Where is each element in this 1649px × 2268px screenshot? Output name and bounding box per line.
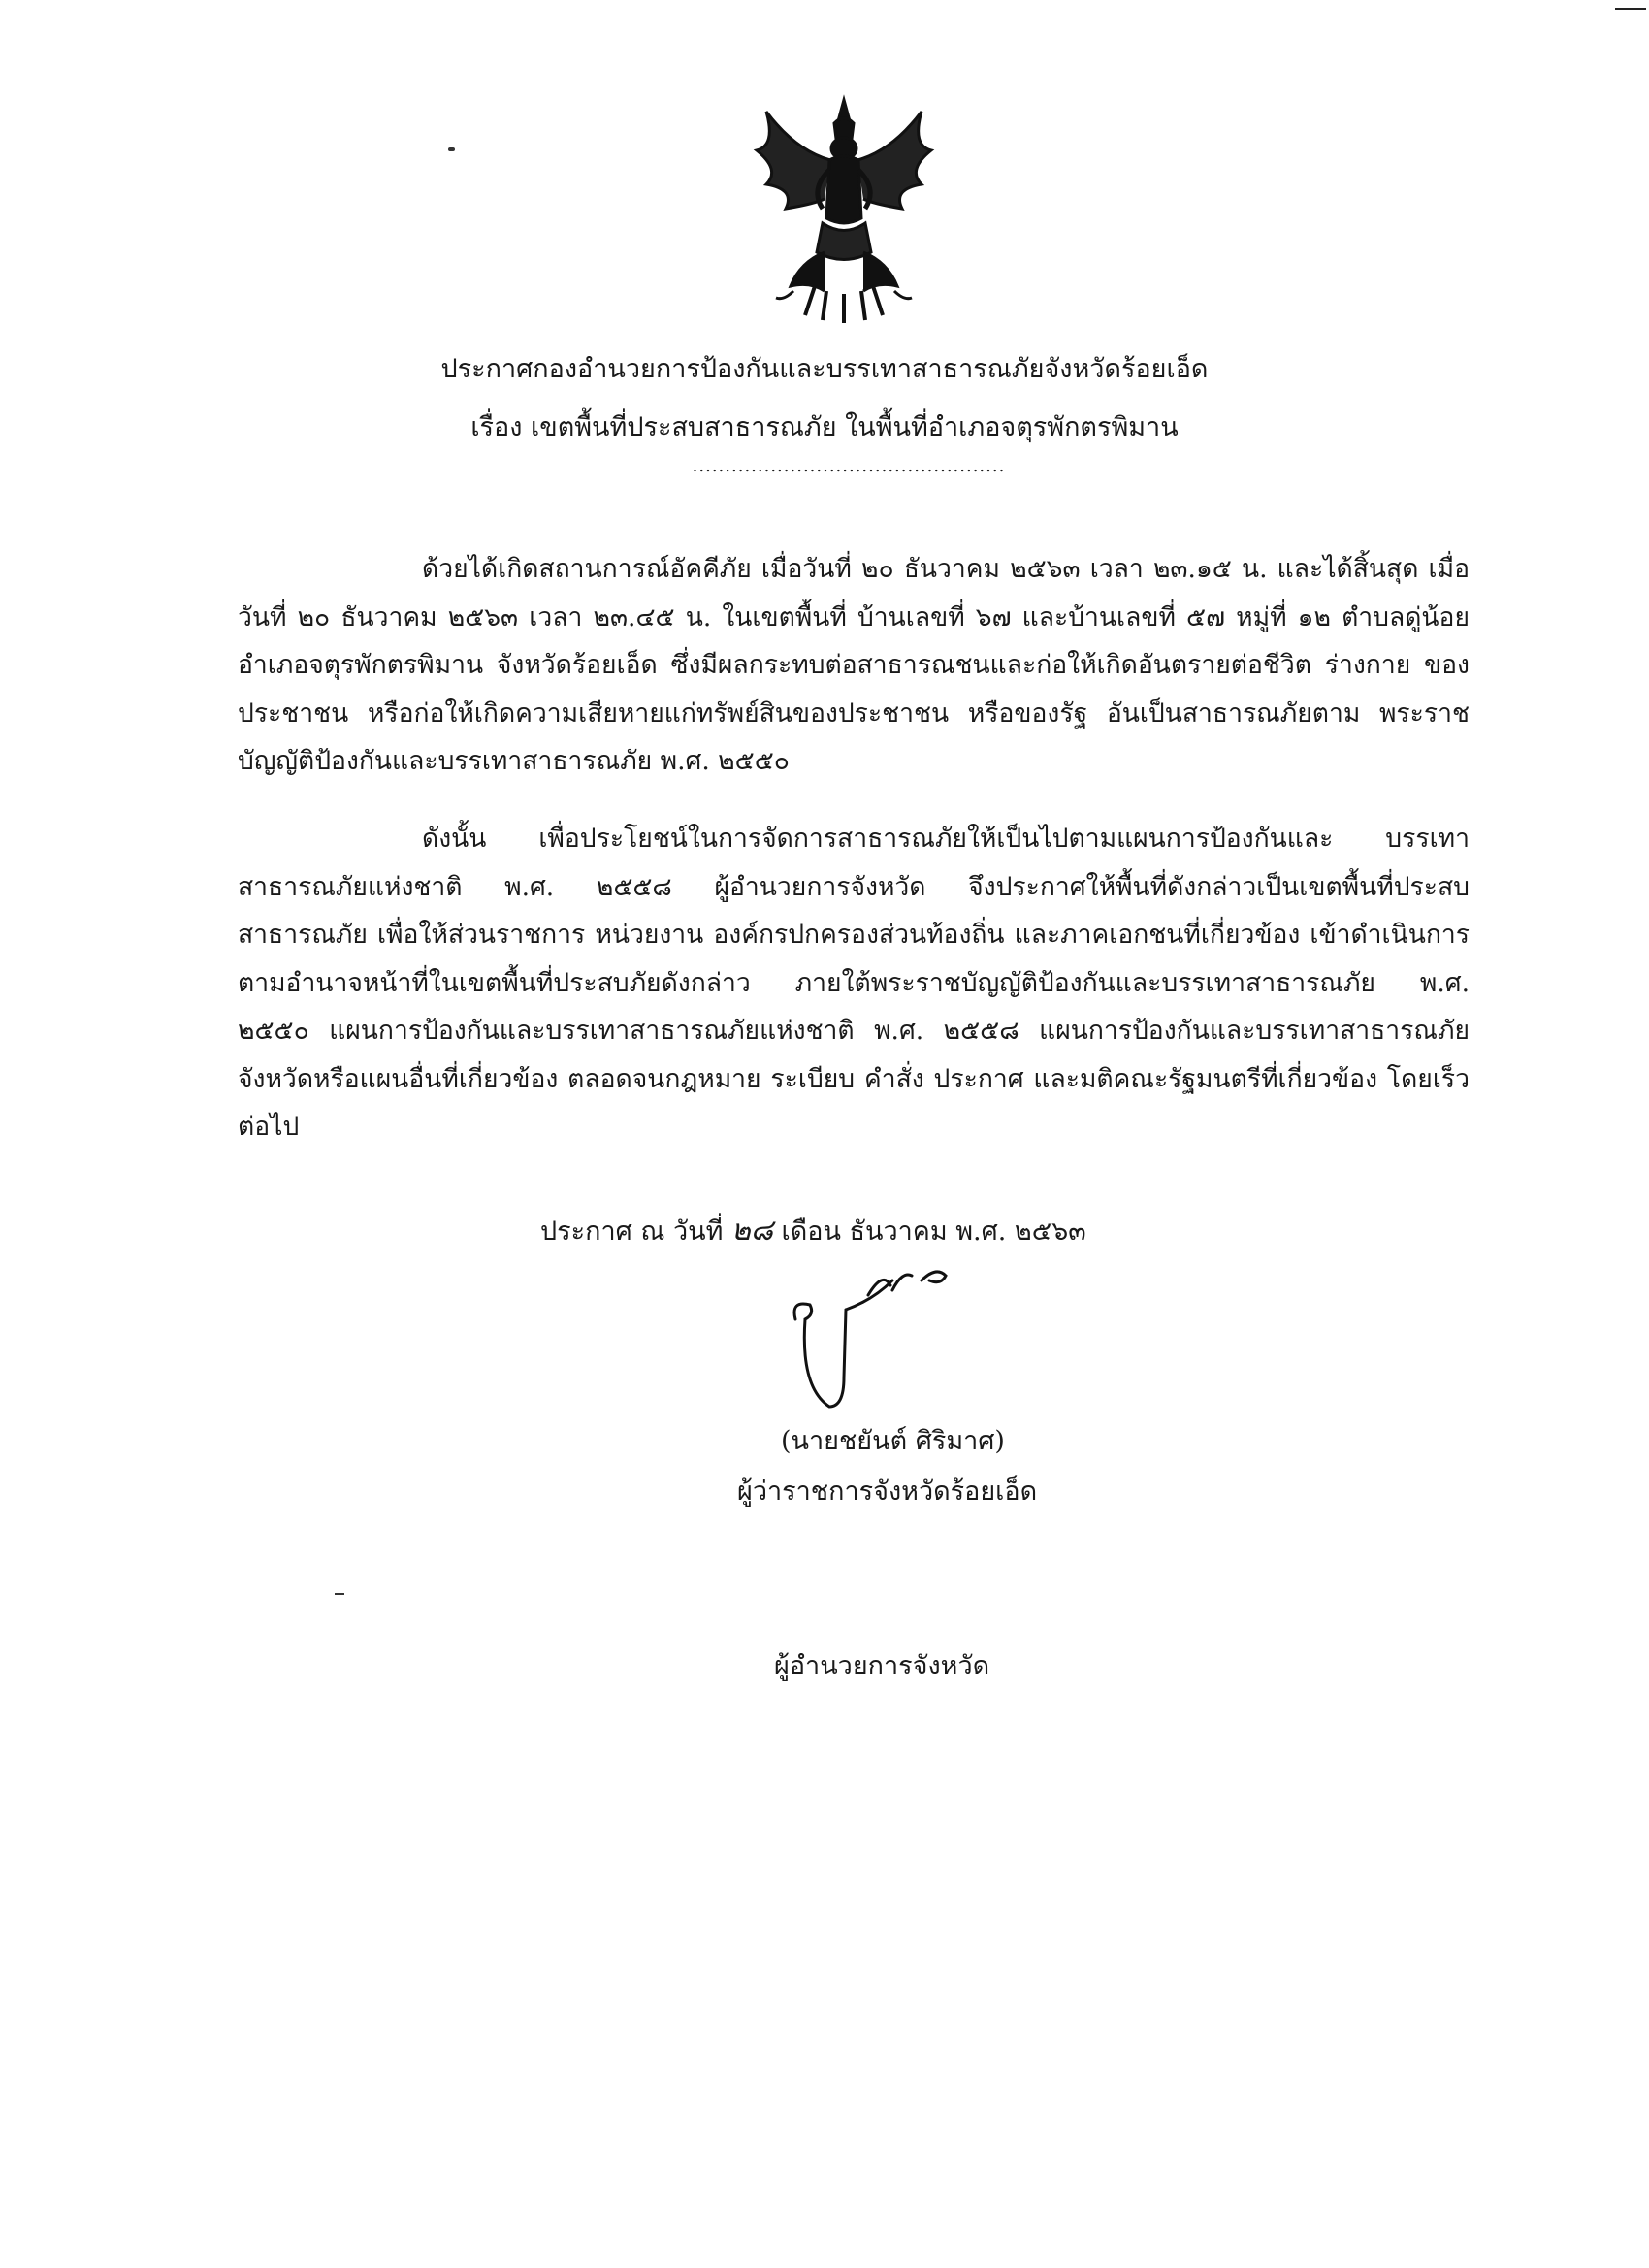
announcement-subject: เรื่อง เขตพื้นที่ประสบสาธารณภัย ในพื้นที่อำเภอจตุรพักตรพิมาน [470, 412, 1179, 442]
scan-mark [448, 147, 455, 151]
body-paragraph-1: ด้วยได้เกิดสถานการณ์อัคคีภัย เมื่อวันที่ ๒๐ ธันวาคม ๒๕๖๓ เวลา ๒๓.๑๕ น. และได้สิ้นสุด เมื่อวันที่ ๒๐ ธันวาคม ๒๕๖๓ เวลา ๒๓.๔๕ น. ในเขตพื้นที่ บ้านเลขที่ ๖๗ และบ้านเลขที่ ๕๗ หมู่ที่ ๑๒ ตำบลดู่น้อย อำเภอจตุรพักตรพิมาน จังหวัดร้อยเอ็ด ซึ่งมีผลกระทบต่อสาธารณชนและก่อให้เกิดอันตรายต่อชีวิต ร่างกาย ของประชาชน หรือก่อให้เกิดความเสียหายแก่ทรัพย์สินของประชาชน หรือของรัฐ อันเป็นสาธารณภัยตาม พระราชบัญญัติป้องกันและบรรเทาสาธารณภัย พ.ศ. ๒๕๕๐ [238, 554, 1470, 776]
signatory-name: (นายชยันต์ ศิริมาศ) [781, 1426, 1005, 1456]
footer-role: ผู้อำนวยการจังหวัด [774, 1651, 990, 1681]
announcement-title: ประกาศกองอำนวยการป้องกันและบรรเทาสาธารณภัยจังหวัดร้อยเอ็ด [440, 354, 1209, 384]
scan-mark [1615, 8, 1646, 10]
signatory-position: ผู้ว่าราชการจังหวัดร้อยเอ็ด [737, 1476, 1038, 1507]
garuda-emblem-icon [747, 92, 941, 325]
date-suffix: เดือน ธันวาคม พ.ศ. ๒๕๖๓ [781, 1216, 1086, 1247]
scan-mark [335, 1593, 344, 1595]
date-day-handwritten: ๒๘ [731, 1214, 773, 1247]
date-prefix: ประกาศ ณ วันที่ [540, 1216, 724, 1247]
handwritten-signature [776, 1261, 980, 1416]
date-line [540, 1208, 1086, 1253]
title-separator: ................................................ [692, 456, 1006, 476]
body-paragraph-2: ดังนั้น เพื่อประโยชน์ในการจัดการสาธารณภัยให้เป็นไปตามแผนการป้องกันและ บรรเทาสาธารณภัยแห่งชาติ พ.ศ. ๒๕๕๘ ผู้อำนวยการจังหวัด จึงประกาศให้พื้นที่ดังกล่าวเป็นเขตพื้นที่ประสบ สาธารณภัย เพื่อให้ส่วนราชการ หน่วยงาน องค์กรปกครองส่วนท้องถิ่น และภาคเอกชนที่เกี่ยวข้อง เข้าดำเนินการ ตามอำนาจหน้าที่ในเขตพื้นที่ประสบภัยดังกล่าว ภายใต้พระราชบัญญัติป้องกันและบรรเทาสาธารณภัย พ.ศ. ๒๕๕๐ แผนการป้องกันและบรรเทาสาธารณภัยแห่งชาติ พ.ศ. ๒๕๕๘ แผนการป้องกันและบรรเทาสาธารณภัย จังหวัดหรือแผนอื่นที่เกี่ยวข้อง ตลอดจนกฎหมาย ระเบียบ คำสั่ง ประกาศ และมติคณะรัฐมนตรีที่เกี่ยวข้อง โดยเร็วต่อไป [238, 824, 1470, 1142]
